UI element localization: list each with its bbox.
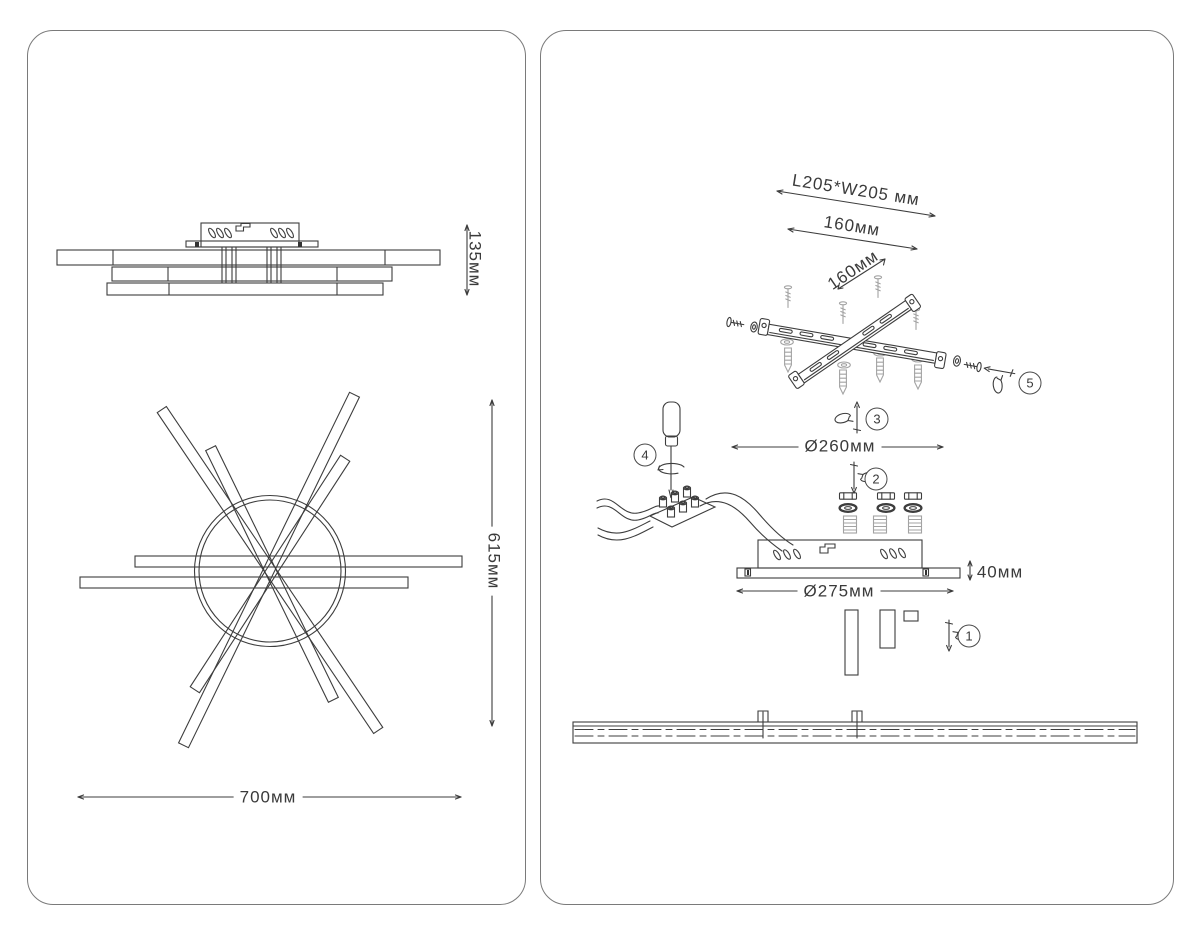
- right-panel: [540, 30, 1174, 905]
- ring-diameter-label: Ø260мм: [799, 437, 882, 456]
- step-5-badge: 5: [1019, 372, 1042, 395]
- step-2-badge: 2: [865, 468, 888, 491]
- bracket-size-label: L205*W205 мм: [790, 170, 922, 210]
- bracket-spacing-label-2: 160мм: [824, 246, 882, 294]
- step-3-badge: 3: [866, 408, 889, 431]
- step-4-badge: 4: [634, 444, 657, 467]
- dim-135-label: 135мм: [465, 230, 485, 288]
- dim-700-label: 700мм: [234, 788, 303, 807]
- canopy-diameter-label: Ø275мм: [798, 582, 881, 601]
- canopy-height-label: 40мм: [976, 562, 1024, 582]
- bracket-spacing-label-1: 160мм: [822, 212, 882, 240]
- dim-615-label: 615мм: [485, 527, 504, 596]
- step-1-badge: 1: [958, 625, 981, 648]
- left-panel: [27, 30, 526, 905]
